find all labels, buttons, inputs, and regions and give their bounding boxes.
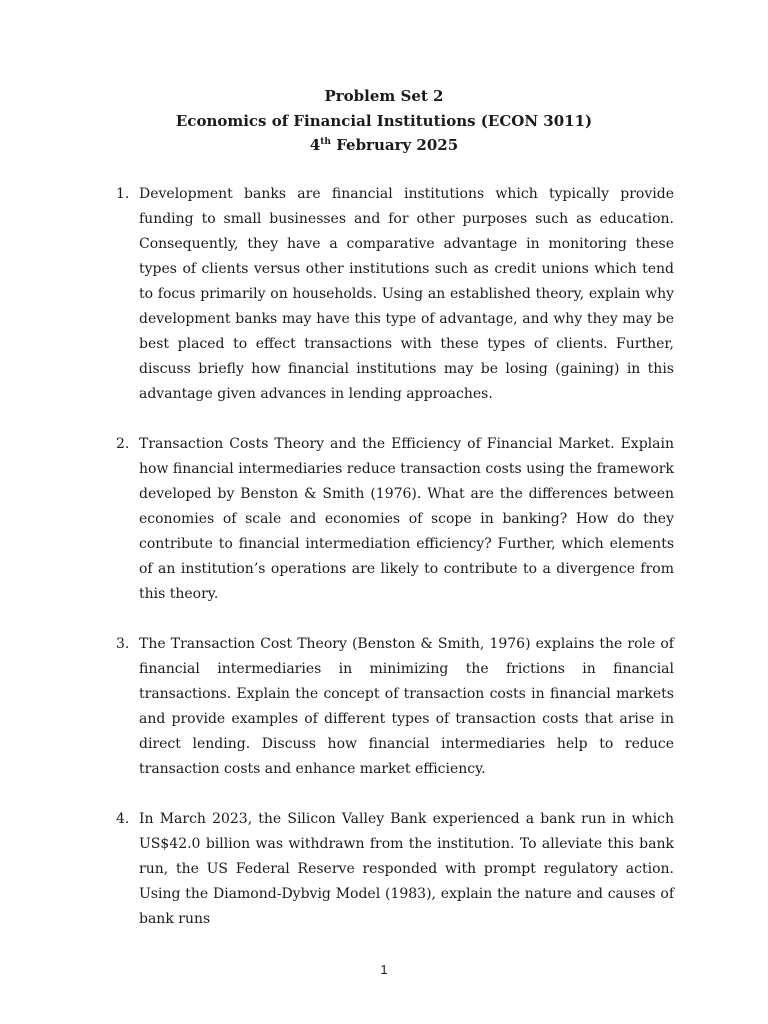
question-number: 2. — [116, 436, 130, 452]
course-name: Economics of Financial Institutions (ECON 3011) — [175, 111, 593, 130]
document-title: Problem Set 2 — [324, 87, 444, 105]
document-date — [0, 133, 768, 158]
question-list — [116, 182, 674, 957]
question-4 — [116, 807, 674, 932]
question-number: 3. — [116, 636, 130, 652]
question-number: 1. — [116, 186, 130, 202]
question-text: Development banks are financial institutions which typically provide funding to small businesses and for other purposes such as education. Consequently, they have a comparative advantage in monitoring these types of clients versus other institutions such as credit unions which tend to focus primarily on households. Using an established theory, explain why development banks may have this type of advantage, and why they may be best placed to effect transactions with these types of clients. Further, discuss briefly how financial institutions may be losing (gaining) in this advantage given advances in lending approaches. — [139, 186, 674, 402]
question-text: In March 2023, the Silicon Valley Bank experienced a bank run in which US$42.0 billion was withdrawn from the institution. To alleviate this bank run, the US Federal Reserve responded with prompt regulatory action. Using the Diamond-Dybvig Model (1983), explain the nature and causes of bank runs — [139, 811, 674, 927]
question-2 — [116, 432, 674, 607]
date-rest: February 2025 — [330, 136, 459, 154]
question-text: The Transaction Cost Theory (Benston & Smith, 1976) explains the role of financial intermediaries in minimizing the frictions in financial transactions. Explain the concept of transaction costs in financial markets and provide examples of different types of transaction costs that arise in direct lending. Discuss how financial intermediaries help to reduce transaction costs and enhance market efficiency. — [139, 636, 674, 777]
question-1 — [116, 182, 674, 407]
date-suffix: th — [320, 137, 331, 147]
page-number: 1 — [380, 962, 388, 977]
question-number: 4. — [116, 811, 130, 827]
question-3 — [116, 632, 674, 782]
date-day: 4 — [309, 136, 321, 154]
question-text: Transaction Costs Theory and the Efficiency of Financial Market. Explain how financial intermediaries reduce transaction costs using the framework developed by Benston & Smith (1976). What are the differences between economies of scale and economies of scope in banking? How do they contribute to financial intermediation efficiency? Further, which elements of an institution’s operations are likely to contribute to a divergence from this theory. — [139, 436, 674, 602]
document-header — [0, 84, 768, 158]
